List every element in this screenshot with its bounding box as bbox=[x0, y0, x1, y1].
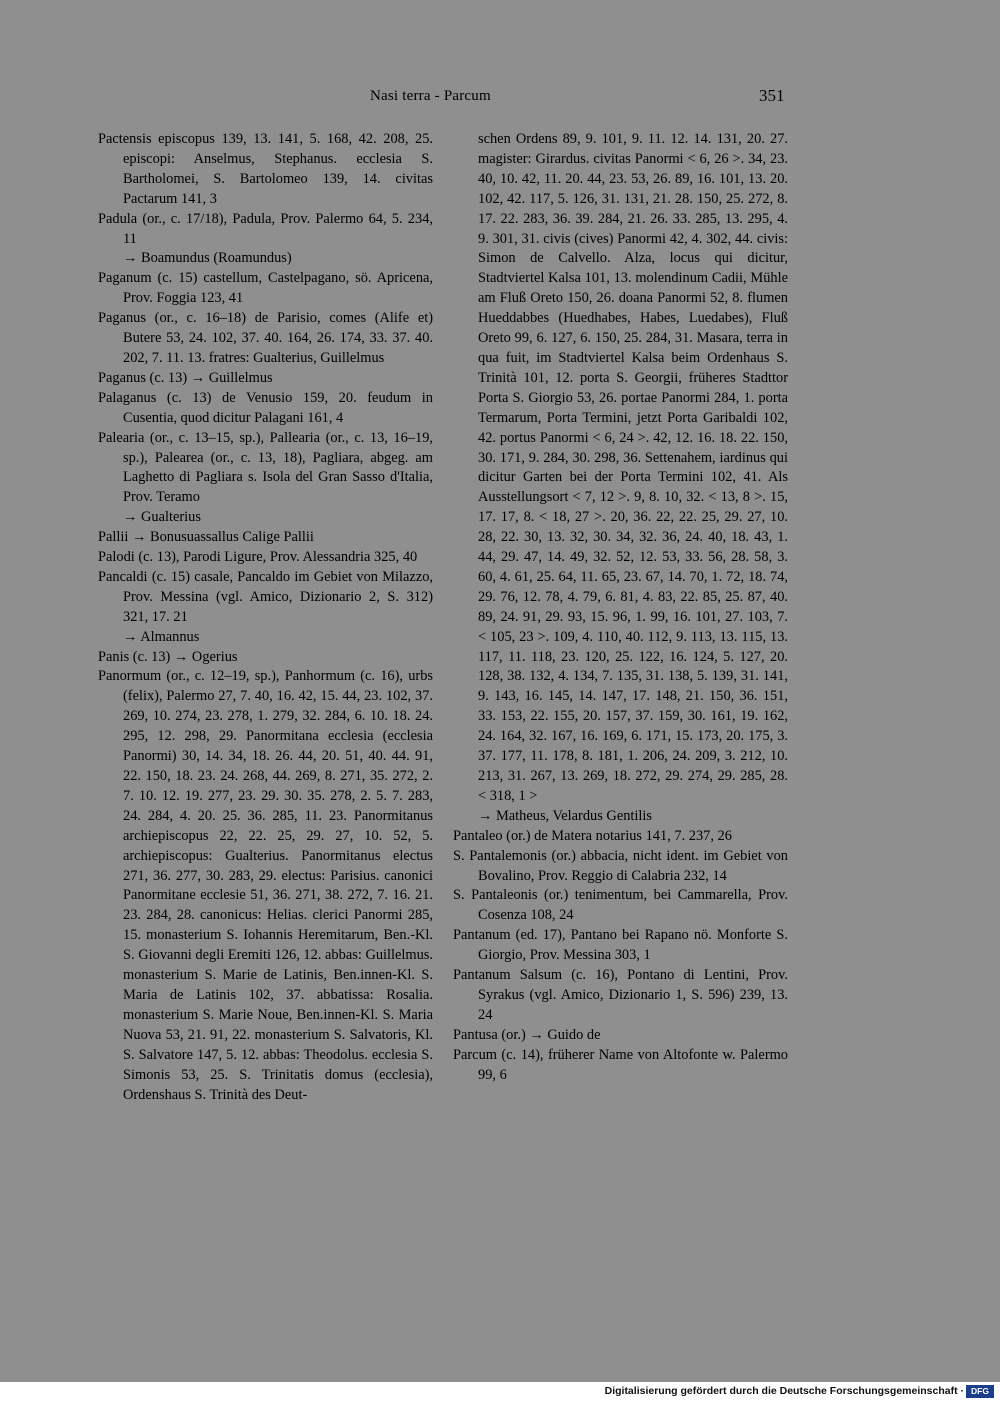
index-entry: Parcum (c. 14), früherer Name von Altofonte w. Palermo 99, 6 bbox=[453, 1046, 788, 1083]
index-entry: Paganus (c. 13) → Guillelmus bbox=[98, 369, 273, 386]
cross-reference: → Gualterius bbox=[123, 509, 201, 526]
cross-reference: → Almannus bbox=[123, 628, 200, 645]
index-column-left bbox=[98, 130, 433, 1105]
index-entry: Padula (or., c. 17/18), Padula, Prov. Palermo 64, 5. 234, 11 bbox=[98, 210, 433, 247]
index-entry-continuation: schen Ordens 89, 9. 101, 9. 11. 12. 14. 131, 20. 27. magister: Girardus. civitas Panormi < 6, 26 >. 34, 23. 40, 10. 42, 11. 20. 44, 23. 53, 26. 89, 16. 101, 13. 20. 102, 42. 117, 5. 126, 31. 131, 21. 28. 150, 25. 272, 8. 17. 22. 283, 36. 39. 284, 21. 26. 33. 285, 13. 295, 4. 9. 301, 31. civis (cives) Panormi 42, 4. 302, 44. civis: Simon de Calvello. Alza, locus qui dicitur, Stadtviertel Kalsa 101, 13. molendinum Cadii, Mühle am Fluß Oreto 150, 26. doana Panormi 52, 8. flumen Hueddabbes (Huedhabes, Habes, Luedabes), Fluß Oreto 99, 6. 127, 6. 150, 25. 284, 31. Masara, terra in qua fuit, im Stadtviertel Kalsa beim Ordenhaus S. Trinità 101, 12. porta S. Georgii, früheres Stadttor Porta S. Giorgio 53, 26. portae Panormi 284, 1. porta Termarum, Porta Termini, jetzt Porta Garibaldi 102, 42. portus Panormi < 6, 24 >. 42, 12. 16. 18. 22. 150, 30. 171, 9. 284, 30. 298, 36. Settenahem, iardinus qui dicitur Garten bei der Porta Termini 102, 41. Als Ausstellungsort < 7, 12 >. 9, 8. 10, 32. < 13, 8 >. 15, 17. 17, 8. < 18, 27 >. 20, 36. 22, 22. 25, 29. 27, 10. 28, 22. 30, 13. 32, 30. 34, 32. 36, 24. 40, 18. 43, 1. 44, 29. 47, 14. 49, 32. 52, 12. 53, 33. 56, 28. 58, 3. 60, 4. 61, 25. 64, 11. 65, 23. 67, 14. 70, 1. 72, 18. 74, 29. 76, 12. 78, 4. 79, 6. 81, 4. 83, 22. 85, 25. 87, 40. 89, 24. 91, 29. 93, 15. 96, 1. 99, 16. 101, 27. 103, 7. < 105, 23 >. 109, 4. 110, 40. 112, 9. 113, 13. 115, 13. 117, 11. 118, 23. 120, 25. 122, 16. 124, 5. 127, 20. 128, 38. 132, 4. 134, 7. 135, 31. 138, 5. 139, 31. 141, 9. 143, 16. 145, 14. 147, 17. 148, 21. 150, 36. 151, 33. 153, 22. 155, 20. 157, 37. 159, 30. 161, 19. 162, 24. 164, 32. 167, 16. 169, 6. 171, 15. 173, 20. 175, 3. 37. 177, 11. 178, 8. 181, 1. 206, 24. 209, 3. 212, 10. 213, 31. 267, 13. 269, 18. 272, 29. 274, 29. 285, 28. < 318, 1 > bbox=[478, 131, 788, 804]
index-entry: Panormum (or., c. 12–19, sp.), Panhormum (c. 16), urbs (felix), Palermo 27, 7. 40, 16. 42, 15. 44, 23. 102, 37. 269, 10. 274, 23. 278, 1. 279, 32. 284, 6. 10. 18. 24. 295, 12. 298, 29. Panormitana ecclesia (ecclesia Panormi) 30, 14. 34, 18. 26. 44, 20. 51, 40. 44. 91, 22. 150, 18. 23. 24. 268, 44. 269, 8. 271, 35. 272, 2. 7. 10. 12. 19. 277, 23. 29. 30. 35. 278, 2. 5. 7. 283, 24. 284, 4. 20. 25. 36. 285, 11. 23. Panormitanus archiepiscopus 22, 22. 25, 29. 27, 10. 52, 5. archiepiscopus: Gualterius. Panormitanus electus 271, 36. 277, 30. 283, 29. electus: Parisius. canonici Panormitane ecclesie 51, 36. 271, 38. 272, 7. 16. 21. 23. 284, 28. canonicus: Helias. clerici Panormi 285, 15. monasterium S. Iohannis Heremitarum, Ben.-Kl. S. Giovanni degli Eremiti 126, 12. abbas: Guillelmus. monasterium S. Marie de Latinis, Ben.innen-Kl. S. Maria de Latinis 102, 37. abbatissa: Rosalia. monasterium S. Marie Noue, Ben.innen-Kl. S. Maria Nuova 53, 21. 91, 22. monasterium S. Salvatoris, Kl. S. Salvatore 147, 5. 12. abbas: Theodolus. ecclesia S. Simonis 53, 25. S. Trinitatis domus (ecclesia), Ordenshaus S. Trinità des Deut- bbox=[98, 668, 433, 1103]
index-entry: Pantusa (or.) → Guido de bbox=[453, 1026, 601, 1043]
index-entry: Palodi (c. 13), Parodi Ligure, Prov. Alessandria 325, 40 bbox=[98, 549, 418, 566]
funding-notice: Digitalisierung gefördert durch die Deutsche Forschungsgemeinschaft · bbox=[604, 1385, 964, 1397]
cross-reference: → Matheus, Velardus Gentilis bbox=[478, 807, 653, 824]
index-column-right bbox=[453, 130, 788, 1086]
cross-reference: → Boamundus (Roamundus) bbox=[123, 250, 292, 267]
index-entry: S. Pantalemonis (or.) abbacia, nicht ident. im Gebiet von Bovalino, Prov. Reggio di Calabria 232, 14 bbox=[453, 847, 788, 884]
index-entry: Panis (c. 13) → Ogerius bbox=[98, 648, 238, 665]
page-number: 351 bbox=[759, 86, 785, 105]
dfg-logo: DFG bbox=[966, 1385, 994, 1398]
index-entry: Palearia (or., c. 13–15, sp.), Pallearia (or., c. 13, 16–19, sp.), Palearea (or., c. 13, 18), Pagliara, abgeg. am Laghetto di Pagliara s. Isola del Gran Sasso d'Italia, Prov. Teramo bbox=[98, 429, 433, 506]
index-entry: Pancaldi (c. 15) casale, Pancaldo im Gebiet von Milazzo, Prov. Messina (vgl. Amico, Dizionario 2, S. 312) 321, 17. 21 bbox=[98, 568, 433, 625]
index-entry: Pantanum (ed. 17), Pantano bei Rapano nö. Monforte S. Giorgio, Prov. Messina 303, 1 bbox=[453, 927, 788, 964]
digitization-footer bbox=[0, 1382, 1000, 1402]
index-entry: S. Pantaleonis (or.) tenimentum, bei Cammarella, Prov. Cosenza 108, 24 bbox=[453, 887, 788, 924]
index-entry: Paganus (or., c. 16–18) de Parisio, comes (Alife et) Butere 53, 24. 102, 37. 40. 164, 26. 174, 33. 37. 40. 202, 7. 11. 13. fratres: Gualterius, Guillelmus bbox=[98, 310, 433, 366]
running-head: Nasi terra - Parcum bbox=[370, 88, 491, 104]
index-entry: Paganum (c. 15) castellum, Castelpagano, sö. Apricena, Prov. Foggia 123, 41 bbox=[98, 270, 433, 307]
index-entry: Pallii → Bonusuassallus Calige Pallii bbox=[98, 529, 314, 546]
index-entry: Pantanum Salsum (c. 16), Pontano di Lentini, Prov. Syrakus (vgl. Amico, Dizionario 1, S. 596) 239, 13. 24 bbox=[453, 967, 788, 1023]
index-entry: Pantaleo (or.) de Matera notarius 141, 7. 237, 26 bbox=[453, 827, 732, 844]
index-entry: Palaganus (c. 13) de Venusio 159, 20. feudum in Cusentia, quod dicitur Palagani 161, 4 bbox=[98, 389, 433, 426]
index-entry: Pactensis episcopus 139, 13. 141, 5. 168, 42. 208, 25. episcopi: Anselmus, Stephanus. ecclesia S. Bartholomei, S. Bartolomeo 139, 14. civitas Pactarum 141, 3 bbox=[98, 131, 433, 207]
